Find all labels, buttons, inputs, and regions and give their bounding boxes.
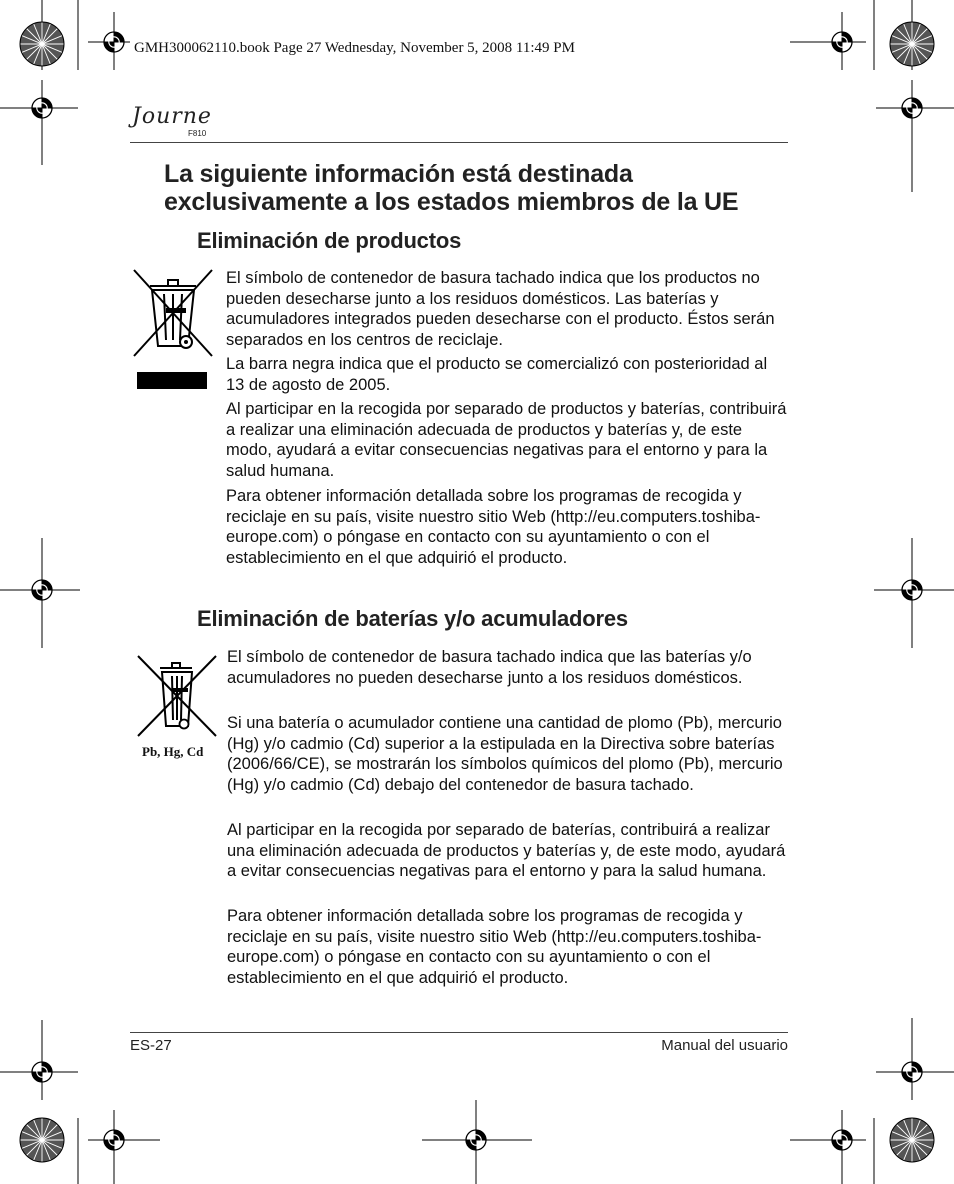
black-bar-marker	[137, 372, 207, 389]
batteries-paragraph: Si una batería o acumulador contiene una cantidad de plomo (Pb), mercurio (Hg) y/o cadmio (Cd) superior a la estipulada en la Directiva sobre baterías (2006/66/CE), se mostrarán los símbolos químicos del plomo (Pb), mercurio (Hg) y/o cadmio (Cd) debajo del contenedor de basura tachado.	[227, 714, 783, 794]
section-heading-products: Eliminación de productos	[197, 228, 462, 253]
products-paragraph: Para obtener información detallada sobre los programas de recogida y reciclaje en su país, visite nuestro sitio Web (http://eu.computers.toshiba-europe.com) o póngase en contacto con su ayuntamiento o con el establecimiento en el que adquirió el producto.	[226, 487, 761, 567]
batteries-paragraph: El símbolo de contenedor de basura tachado indica que las baterías y/o acumuladores no pueden desecharse junto a los residuos domésticos.	[227, 648, 752, 687]
section-heading-batteries: Eliminación de baterías y/o acumuladores	[197, 606, 628, 631]
registration-mark-icon	[104, 32, 124, 52]
print-slug: GMH300062110.book Page 27 Wednesday, November 5, 2008 11:49 PM	[134, 40, 575, 56]
color-bar-icon	[890, 1118, 934, 1162]
products-paragraph: El símbolo de contenedor de basura tachado indica que los productos no pueden desecharse junto a los residuos domésticos. Las baterías y acumuladores integrados pueden desecharse con el producto. Éstos serán separados en los centros de reciclaje.	[226, 269, 775, 349]
crossed-out-wheelie-bin-icon	[130, 266, 216, 362]
registration-mark-icon	[32, 98, 52, 118]
products-paragraph: Al participar en la recogida por separado de productos y baterías, contribuirá a realizar una eliminación adecuada de productos y baterías y, de este modo, ayudará a evitar consecuencias negativas para el entorno y para la salud humana.	[226, 400, 787, 480]
chemical-symbols-label: Pb, Hg, Cd	[142, 744, 204, 759]
crossed-out-wheelie-bin-icon	[132, 654, 220, 742]
registration-mark-icon	[832, 32, 852, 52]
registration-mark-icon	[832, 1130, 852, 1150]
page-title: La siguiente información está destinada exclusivamente a los estados miembros de la UE	[164, 160, 739, 216]
color-bar-icon	[20, 1118, 64, 1162]
registration-mark-icon	[902, 580, 922, 600]
color-bar-icon	[20, 22, 64, 66]
registration-mark-icon	[32, 1062, 52, 1082]
manual-name: Manual del usuario	[661, 1037, 788, 1054]
registration-mark-icon	[902, 98, 922, 118]
model-label: F810	[188, 129, 207, 138]
registration-mark-icon	[32, 580, 52, 600]
products-paragraph: La barra negra indica que el producto se comercializó con posterioridad al 13 de agosto de 2005.	[226, 355, 768, 394]
registration-mark-icon	[104, 1130, 124, 1150]
header-rule	[130, 142, 788, 143]
color-bar-icon	[890, 22, 934, 66]
batteries-paragraph: Para obtener información detallada sobre los programas de recogida y reciclaje en su país, visite nuestro sitio Web (http://eu.computers.toshiba-europe.com) o póngase en contacto con su ayuntamiento o con el establecimiento en el que adquirió el producto.	[227, 907, 762, 987]
footer-rule	[130, 1032, 788, 1033]
page-number: ES-27	[130, 1037, 172, 1054]
batteries-paragraph: Al participar en la recogida por separado de baterías, contribuirá a realizar una eliminación adecuada de productos y baterías y, de este modo, ayudará a evitar consecuencias negativas para el entorno y para la salud humana.	[227, 821, 786, 880]
registration-mark-icon	[466, 1130, 486, 1150]
brand-logo: Journe	[132, 104, 212, 129]
registration-mark-icon	[902, 1062, 922, 1082]
